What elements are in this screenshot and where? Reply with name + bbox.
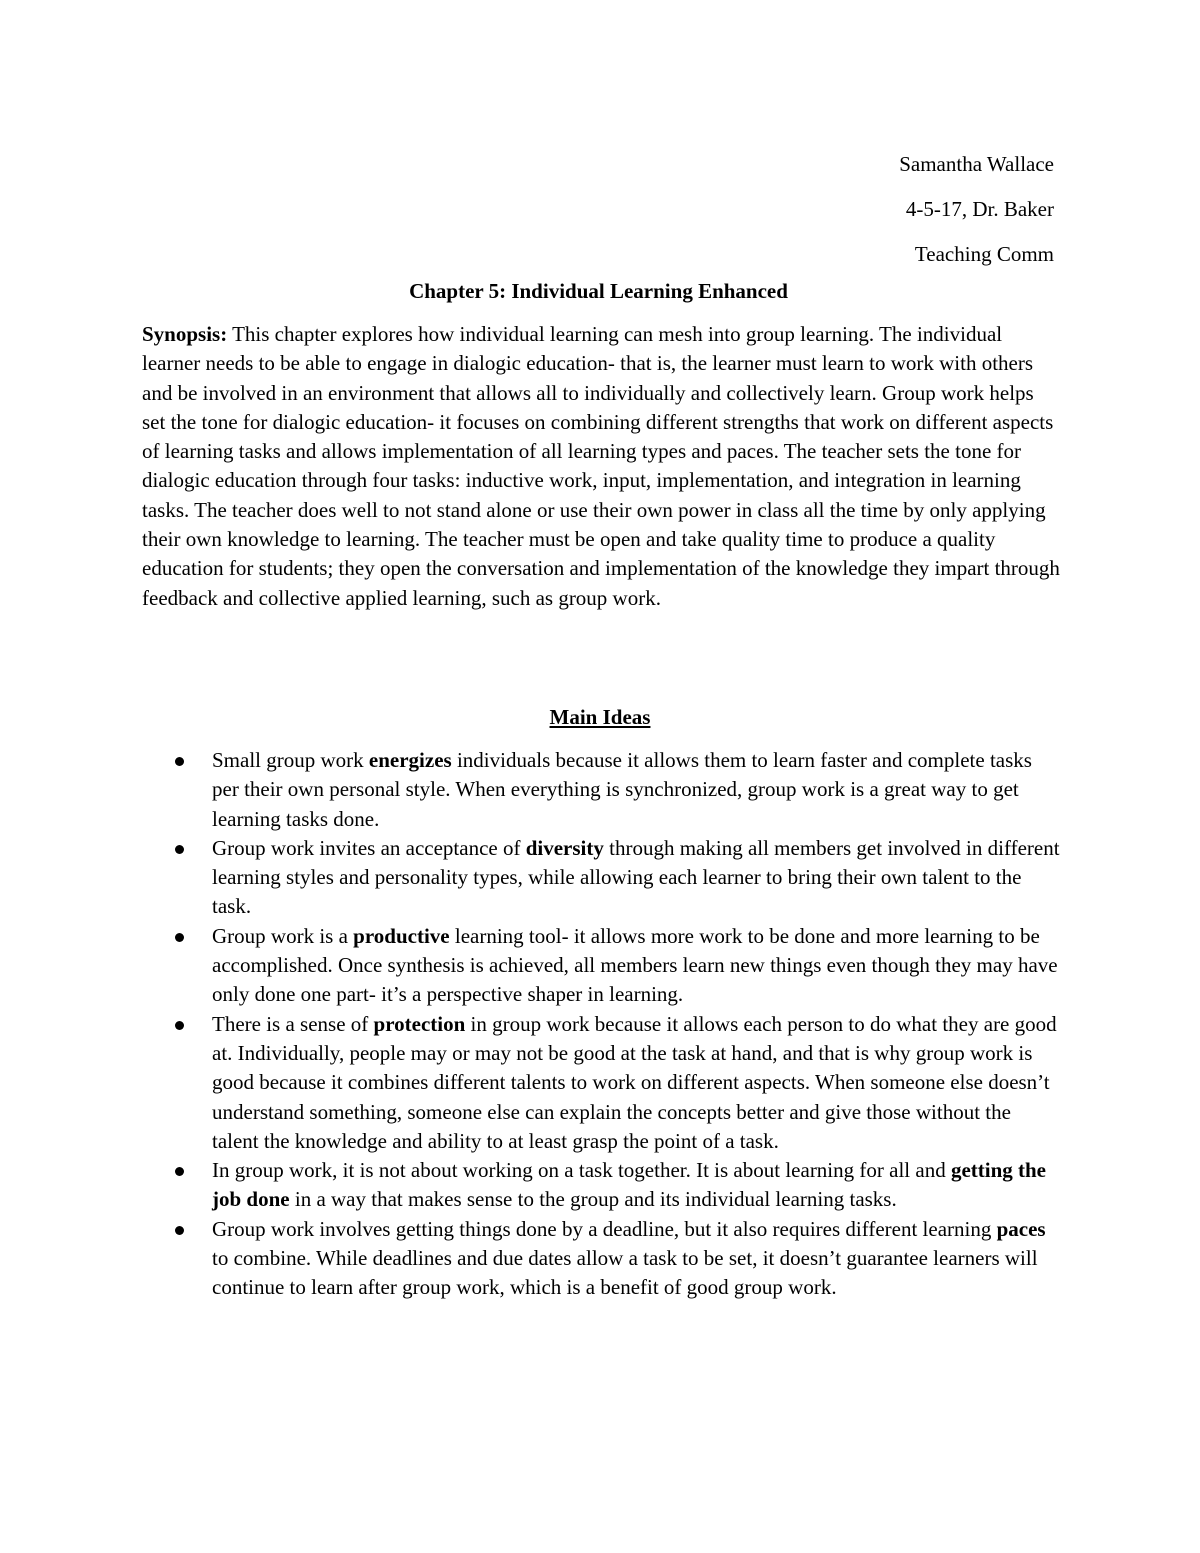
- idea-text-before: Group work is a: [212, 923, 354, 948]
- main-ideas-list: [212, 746, 1062, 1303]
- list-item: [212, 922, 1062, 1010]
- idea-text-after: learning tool- it allows more work to be done and more learning to be accomplished. Once synthesis is achieved, all members learn new things even though they may have only done one part- it’s a perspective shaper in learning.: [212, 923, 1058, 1007]
- idea-keyword: protection: [373, 1011, 466, 1036]
- author-name: Samantha Wallace: [899, 152, 1054, 176]
- idea-text-after: to combine. While deadlines and due dates allow a task to be set, it doesn’t guarantee learners will continue to learn after group work, which is a benefit of good group work.: [212, 1246, 1038, 1300]
- list-item: [212, 746, 1062, 834]
- idea-text-after: individuals because it allows them to learn faster and complete tasks per their own personal style. When everything is synchronized, group work is a great way to get learning tasks done.: [212, 748, 1032, 831]
- list-item: [212, 1156, 1062, 1215]
- idea-text-after: in group work because it allows each person to do what they are good at. Individually, people may or may not be good at the task at hand, and that is why group work is good because it combines different talents to work on different aspects. When someone else doesn’t understand something, someone else can explain the concepts better and give those without the talent the knowledge and ability to at least grasp the point of a task.: [212, 1011, 1057, 1153]
- idea-keyword: paces: [996, 1216, 1046, 1241]
- idea-text-before: Group work involves getting things done by a deadline, but it also requires different learning: [212, 1216, 997, 1241]
- idea-text-after: in a way that makes sense to the group and its individual learning tasks.: [289, 1187, 897, 1212]
- list-item: [212, 834, 1062, 922]
- idea-text-before: There is a sense of: [212, 1011, 374, 1036]
- synopsis-paragraph: [142, 320, 1060, 613]
- bullet-icon: [175, 1226, 184, 1235]
- bullet-icon: [175, 1167, 184, 1176]
- idea-keyword: energizes: [368, 748, 452, 772]
- course-name: Teaching Comm: [914, 242, 1054, 266]
- list-item: [212, 1010, 1062, 1156]
- idea-text-before: In group work, it is not about working on a task together. It is about learning for all and: [212, 1158, 951, 1183]
- date-instructor: 4-5-17, Dr. Baker: [905, 197, 1054, 221]
- idea-text-after: through making all members get involved in different learning styles and personality types, while allowing each learner to bring their own talent to the task.: [212, 835, 1060, 919]
- synopsis-label: Synopsis:: [142, 322, 228, 346]
- idea-keyword: diversity: [525, 835, 604, 860]
- list-item: [212, 1215, 1062, 1303]
- synopsis-text: This chapter explores how individual learning can mesh into group learning. The individual learner needs to be able to engage in dialogic education- that is, the learner must learn to work with others and be involved in an environment that allows all to individually and collectively learn. Group work helps set the tone for dialogic education- it focuses on combining different strengths that work on different aspects of learning tasks and allows implementation of all learning types and paces. The teacher sets the tone for dialogic education through four tasks: inductive work, input, implementation, and integration in learning tasks. The teacher does well to not stand alone or use their own power in class all the time by only applying their own knowledge to learning. The teacher must be open and take quality time to produce a quality education for students; they open the conversation and implementation of the knowledge they impart through feedback and collective applied learning, such as group work.: [142, 322, 1060, 610]
- idea-keyword: productive: [353, 923, 450, 948]
- idea-text-before: Group work invites an acceptance of: [212, 835, 526, 860]
- bullet-icon: [175, 933, 184, 942]
- chapter-title: Chapter 5: Individual Learning Enhanced: [409, 279, 788, 303]
- main-ideas-heading: Main Ideas: [549, 705, 651, 729]
- idea-keyword: getting the job done: [212, 1158, 1047, 1212]
- idea-text-before: Small group work: [212, 748, 369, 772]
- bullet-icon: [175, 845, 184, 854]
- header-block: [899, 142, 1054, 277]
- bullet-icon: [175, 1021, 184, 1030]
- bullet-icon: [175, 757, 184, 766]
